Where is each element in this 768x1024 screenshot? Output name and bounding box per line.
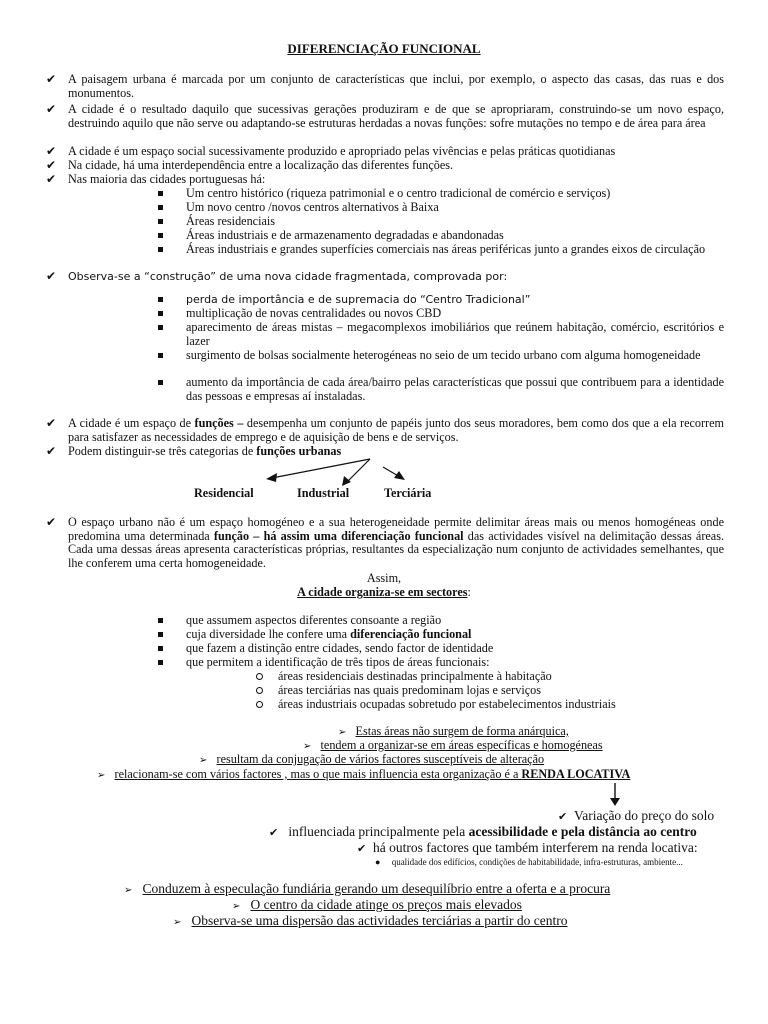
list-item: Um centro histórico (riqueza patrimonial e o centro tradicional de comércio e serviços)	[158, 187, 724, 201]
check-mark-icon: ✔	[357, 842, 367, 855]
category-industrial: Industrial	[297, 486, 350, 500]
list-item: ✔ A cidade é o resultado daquilo que sucessivas gerações produziram e de que se apropriaram, construindo-se um novo espaço, destruindo aquilo que não serve ou adaptando-se estruturas herdadas a novas funções: sofre mutações no tempo e de área para área	[46, 102, 724, 130]
square-bullet-icon	[158, 205, 163, 210]
arrowhead-icon	[394, 471, 405, 480]
list-item: ✔ A cidade é um espaço social sucessivamente produzido e apropriado pelas vivências e pelas práticas quotidianas	[46, 144, 616, 158]
organization-line: ➢ tendem a organizar-se em áreas específicas e homogéneas	[303, 738, 603, 752]
arrowhead-icon: ➢	[124, 885, 133, 896]
square-bullet-icon	[158, 646, 163, 651]
organization-line: ➢ resultam da conjugação de vários factores susceptíveis de alteração	[199, 752, 545, 766]
conclusion-line: ➢ Conduzem à especulação fundiária gerando um desequilíbrio entre a oferta e a procura	[124, 881, 611, 896]
list-item: aumento da importância de cada área/bairro pelas características que possui que contribuem para a identidade das pessoas e empresas aí instaladas.	[158, 376, 724, 403]
organization-line: ➢ Estas áreas não surgem de forma anárquica,	[338, 724, 569, 738]
list-item: ✔ A cidade é um espaço de funções – desempenha um conjunto de papéis junto dos seus moradores, bem como dos que a ela recorrem para satisfazer as necessidades de emprego e de aquisição de bens e de serviços.	[46, 416, 724, 444]
list-item: Áreas industriais e de armazenamento degradadas e abandonadas	[158, 229, 724, 243]
square-bullet-icon	[158, 311, 163, 316]
category-residencial: Residencial	[194, 486, 254, 500]
check-mark-icon: ✔	[46, 72, 57, 86]
category-terciaria: Terciária	[384, 486, 432, 500]
check-mark-icon: ✔	[46, 172, 57, 186]
list-item: cuja diversidade lhe confere uma diferenciação funcional	[158, 628, 724, 642]
list-item: perda de importância e de supremacia do “Centro Tradicional”	[158, 293, 724, 307]
arrowhead-icon: ➢	[232, 901, 241, 912]
circle-bullet-icon	[256, 687, 263, 694]
assim-text: Assim,	[366, 571, 402, 585]
list-item: áreas residenciais destinadas principalmente à habitação	[256, 670, 676, 684]
arrowhead-icon: ➢	[97, 770, 106, 781]
page-title: DIFERENCIAÇÃO FUNCIONAL	[287, 41, 481, 56]
arrow-icon	[607, 783, 623, 807]
list-item: ✔ Observa-se a “construção” de uma nova cidade fragmentada, comprovada por:	[46, 269, 508, 283]
sectors-heading: A cidade organiza-se em sectores:	[297, 585, 471, 599]
rent-line: ➢ relacionam-se com vários factores , mas o que mais influencia esta organização é a RENDA LOCATIVA	[97, 767, 631, 781]
check-mark-icon: ✔	[46, 269, 57, 283]
list-item: áreas industriais ocupadas sobretudo por estabelecimentos industriais	[256, 698, 676, 712]
list-item: que permitem a identificação de três tipos de áreas funcionais:	[158, 656, 724, 670]
check-mark-icon: ✔	[269, 826, 279, 839]
bullet-icon: ●	[375, 857, 381, 867]
list-item: que fazem a distinção entre cidades, sendo factor de identidade	[158, 642, 724, 656]
rent-factor: ✔ há outros factores que também interferem na renda locativa:	[357, 840, 698, 855]
list-item: Áreas industriais e grandes superfícies comerciais nas áreas periféricas junto a grandes eixos de circulação	[158, 243, 724, 257]
square-bullet-icon	[158, 660, 163, 665]
arrowhead-icon: ➢	[199, 755, 208, 766]
check-mark-icon: ✔	[46, 102, 57, 116]
list-item: ✔ Na cidade, há uma interdependência entre a localização das diferentes funções.	[46, 158, 454, 172]
conclusion-line: ➢ Observa-se uma dispersão das actividades terciárias a partir do centro	[173, 913, 568, 928]
check-mark-icon: ✔	[46, 158, 57, 172]
check-mark-icon: ✔	[46, 444, 57, 458]
square-bullet-icon	[158, 618, 163, 623]
arrowhead-icon: ➢	[303, 741, 312, 752]
square-bullet-icon	[158, 233, 163, 238]
arrowhead-icon	[266, 473, 277, 482]
check-mark-icon: ✔	[46, 144, 57, 158]
list-item: aparecimento de áreas mistas – megacomplexos imobiliários que reúnem habitação, comércio, escritórios e lazer	[158, 321, 724, 348]
square-bullet-icon	[158, 219, 163, 224]
square-bullet-icon	[158, 247, 163, 252]
arrowhead-icon: ➢	[173, 917, 182, 928]
list-item: multiplicação de novas centralidades ou novos CBD	[158, 307, 724, 321]
check-mark-icon: ✔	[46, 416, 57, 430]
square-bullet-icon	[158, 297, 163, 302]
arrow-to-residencial	[272, 459, 370, 478]
rent-factor: ● qualidade dos edifícios, condições de habitabilidade, infra-estruturas, ambiente...	[375, 857, 683, 867]
list-item: áreas terciárias nas quais predominam lojas e serviços	[256, 684, 676, 698]
conclusion-line: ➢ O centro da cidade atinge os preços mais elevados	[232, 897, 522, 912]
square-bullet-icon	[158, 632, 163, 637]
arrowhead-icon: ➢	[338, 727, 347, 738]
list-item: que assumem aspectos diferentes consoante a região	[158, 614, 724, 628]
arrowhead-icon	[342, 476, 351, 486]
square-bullet-icon	[158, 380, 163, 385]
circle-bullet-icon	[256, 701, 263, 708]
check-mark-icon: ✔	[46, 515, 57, 529]
list-item: surgimento de bolsas socialmente heterogéneas no seio de um tecido urbano com alguma homogeneidade	[158, 349, 724, 363]
list-item: ✔ A paisagem urbana é marcada por um conjunto de características que inclui, por exemplo, o aspecto das casas, das ruas e dos monumentos.	[46, 72, 724, 100]
rent-factor: ✔ Variação do preço do solo	[558, 808, 715, 823]
list-item: ✔ O espaço urbano não é um espaço homogéneo e a sua heterogeneidade permite delimitar áreas mais ou menos homogéneas onde predomina uma determinada função – há assim uma diferenciação funcional das actividades visível na delimitação dessas áreas. Cada uma dessas áreas apresenta características próprias, resultantes da especialização num conjunto de actividades semelhantes, que lhe conferem uma certa homogeneidade.	[46, 515, 724, 570]
check-mark-icon: ✔	[558, 810, 568, 823]
rent-factor: ✔ influenciada principalmente pela acessibilidade e pela distância ao centro	[269, 824, 697, 839]
square-bullet-icon	[158, 353, 163, 358]
list-item: ✔ Nas maioria das cidades portuguesas há:	[46, 172, 266, 186]
square-bullet-icon	[158, 325, 163, 330]
list-item: Áreas residenciais	[158, 215, 724, 229]
list-item: Um novo centro /novos centros alternativos à Baixa	[158, 201, 724, 215]
category-arrows	[250, 456, 410, 486]
list-item: ✔ Podem distinguir-se três categorias de funções urbanas	[46, 444, 342, 458]
square-bullet-icon	[158, 191, 163, 196]
circle-bullet-icon	[256, 673, 263, 680]
